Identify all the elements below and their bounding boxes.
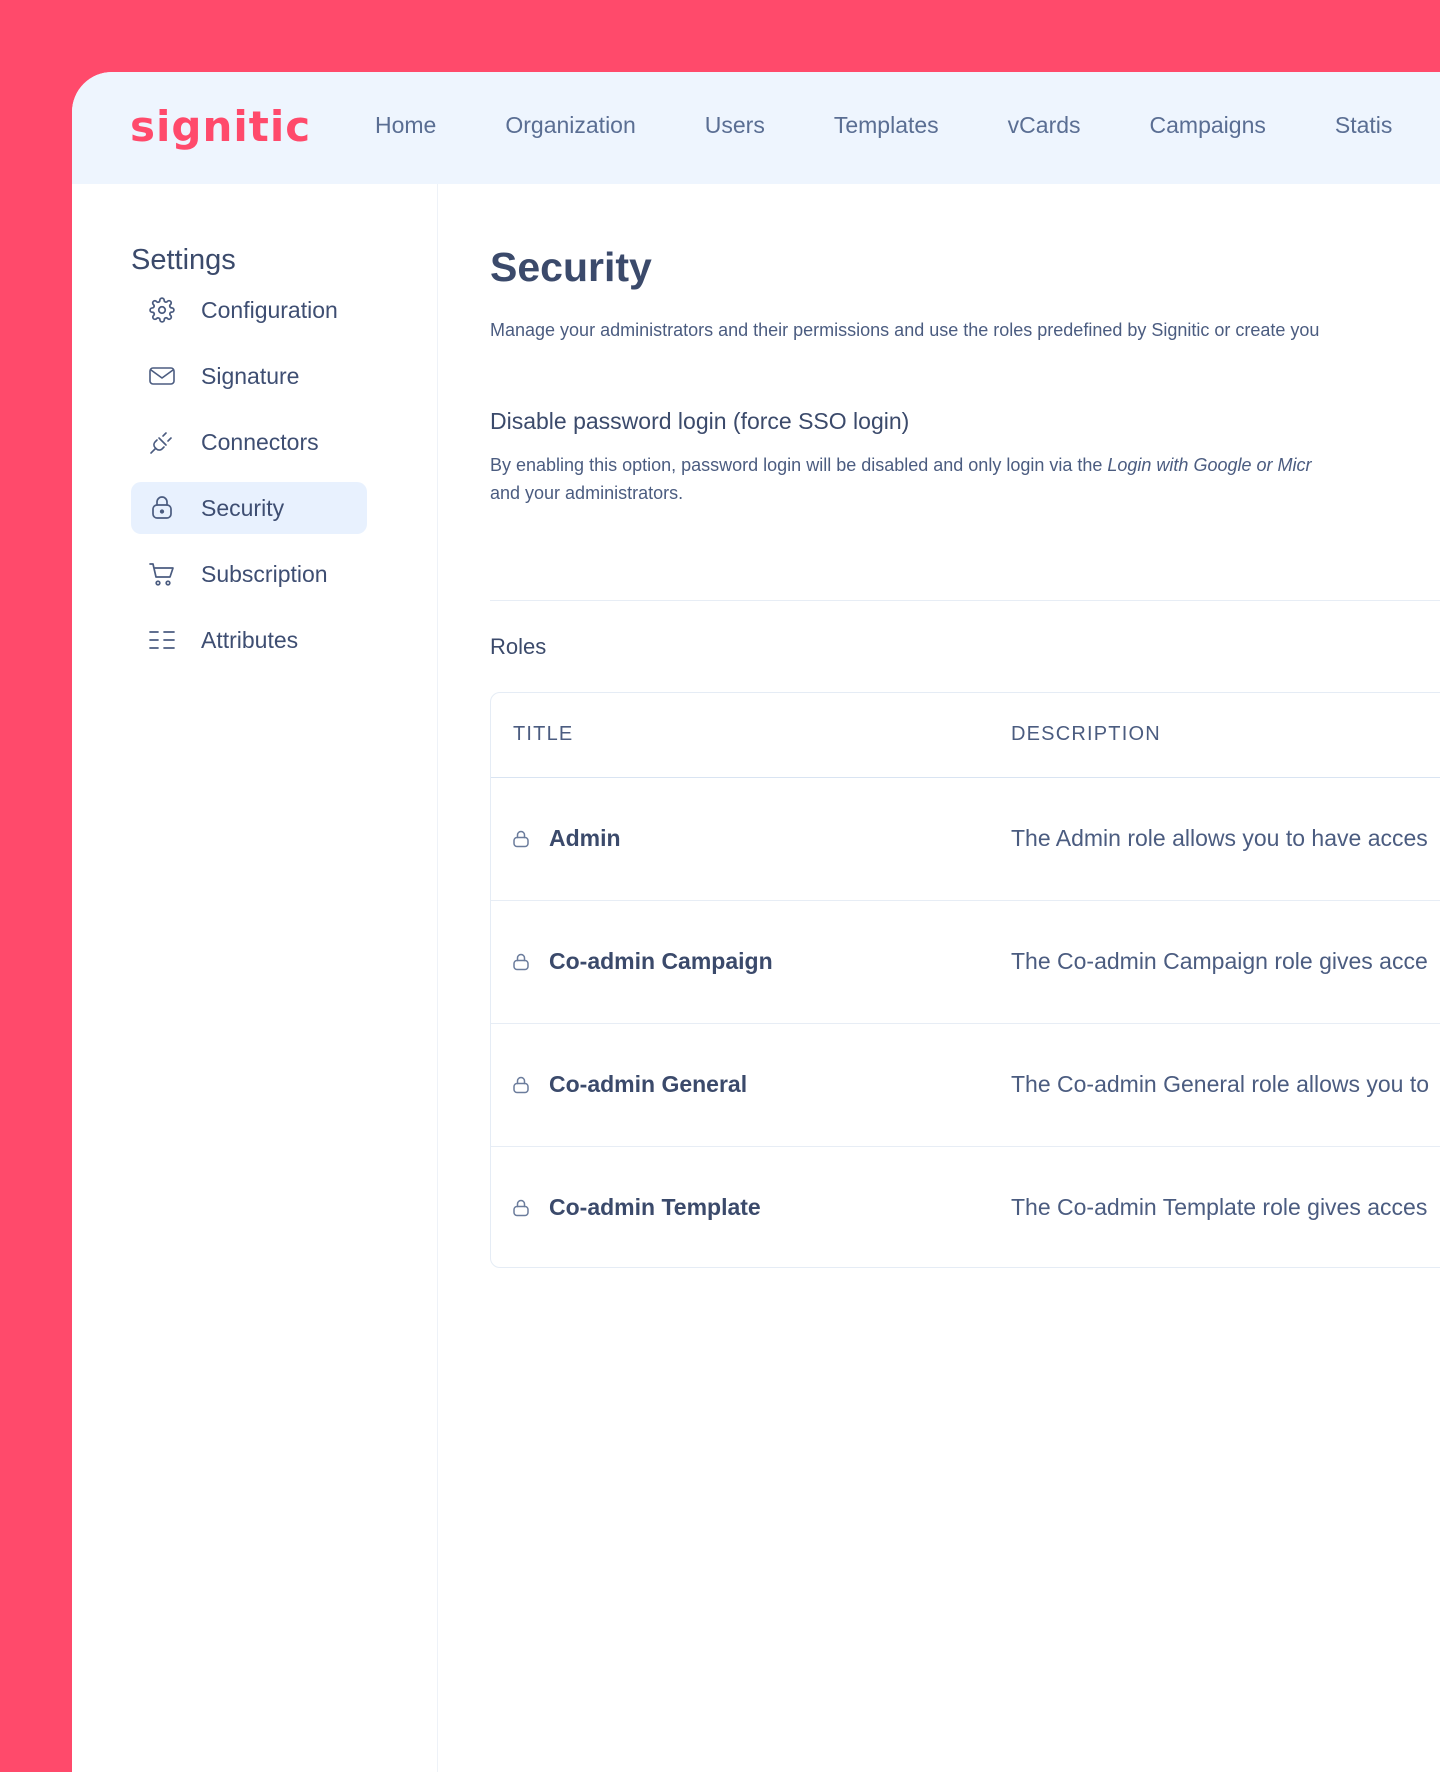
role-description: The Admin role allows you to have acces <box>1011 825 1428 851</box>
lock-icon <box>511 952 531 972</box>
role-title: Co-admin General <box>549 1071 748 1097</box>
sidebar-item-label: Signature <box>201 362 300 389</box>
table-row[interactable] <box>491 1147 1440 1269</box>
page-description: Manage your administrators and their permissions and use the roles predefined by Signitic or create you <box>490 320 1320 340</box>
list-icon <box>147 625 177 655</box>
lock-icon <box>511 829 531 849</box>
table-row[interactable] <box>491 778 1440 901</box>
sidebar-item-label: Subscription <box>201 560 328 587</box>
sidebar-item-connectors[interactable] <box>131 416 367 468</box>
table-row[interactable] <box>491 1024 1440 1147</box>
column-header-title[interactable]: TITLE <box>513 723 574 745</box>
plug-icon <box>147 427 177 457</box>
role-title: Co-admin Template <box>549 1194 761 1220</box>
nav-item-organization[interactable]: Organization <box>505 112 636 138</box>
roles-label: Roles <box>490 634 547 659</box>
sso-desc-prefix: By enabling this option, password login will be disabled and only login via the <box>490 455 1108 475</box>
sidebar-item-label: Security <box>201 494 285 521</box>
roles-table <box>490 692 1440 1268</box>
page-title: Security <box>490 244 652 290</box>
nav-item-users[interactable]: Users <box>704 112 765 138</box>
signitic-logo[interactable]: signitic <box>130 102 312 151</box>
sso-desc-italic: Login with Google or Micr <box>1107 455 1312 475</box>
lock-icon <box>147 493 177 523</box>
cart-icon <box>147 559 177 589</box>
nav-item-home[interactable]: Home <box>375 112 437 138</box>
table-row[interactable] <box>491 901 1440 1024</box>
table-header <box>491 693 1440 778</box>
sso-section-title: Disable password login (force SSO login) <box>490 408 910 434</box>
nav-item-statistics[interactable]: Statis <box>1334 112 1393 138</box>
sidebar-list <box>131 284 367 680</box>
sidebar-item-configuration[interactable] <box>131 284 367 336</box>
gear-icon <box>147 295 177 325</box>
column-header-description[interactable]: DESCRIPTION <box>1011 723 1161 745</box>
sidebar-title: Settings <box>131 244 236 276</box>
role-description: The Co-admin Campaign role gives acce <box>1011 948 1428 974</box>
sidebar-item-label: Configuration <box>201 296 338 323</box>
sidebar-item-label: Attributes <box>201 626 299 653</box>
envelope-icon <box>147 361 177 391</box>
role-title: Admin <box>549 825 621 851</box>
role-description: The Co-admin General role allows you to <box>1011 1071 1430 1097</box>
lock-icon <box>511 1075 531 1095</box>
role-description: The Co-admin Template role gives acces <box>1011 1194 1428 1220</box>
nav-item-campaigns[interactable]: Campaigns <box>1149 112 1266 138</box>
role-title: Co-admin Campaign <box>549 948 773 974</box>
top-navigation <box>72 72 1440 184</box>
lock-icon <box>511 1198 531 1218</box>
sidebar-item-label: Connectors <box>201 428 319 455</box>
nav-items <box>375 112 1440 139</box>
nav-item-templates[interactable]: Templates <box>833 112 939 138</box>
nav-item-vcards[interactable]: vCards <box>1007 112 1081 138</box>
sidebar-item-security[interactable] <box>131 482 367 534</box>
sso-desc-line-1 <box>490 451 1440 479</box>
app-window <box>72 72 1440 1772</box>
sso-section-description <box>490 451 1440 507</box>
sidebar-item-signature[interactable] <box>131 350 367 402</box>
sso-desc-line-2: and your administrators. <box>490 483 684 503</box>
sidebar-item-attributes[interactable] <box>131 614 367 666</box>
section-divider <box>490 600 1440 601</box>
settings-sidebar <box>72 184 438 1772</box>
sidebar-item-subscription[interactable] <box>131 548 367 600</box>
